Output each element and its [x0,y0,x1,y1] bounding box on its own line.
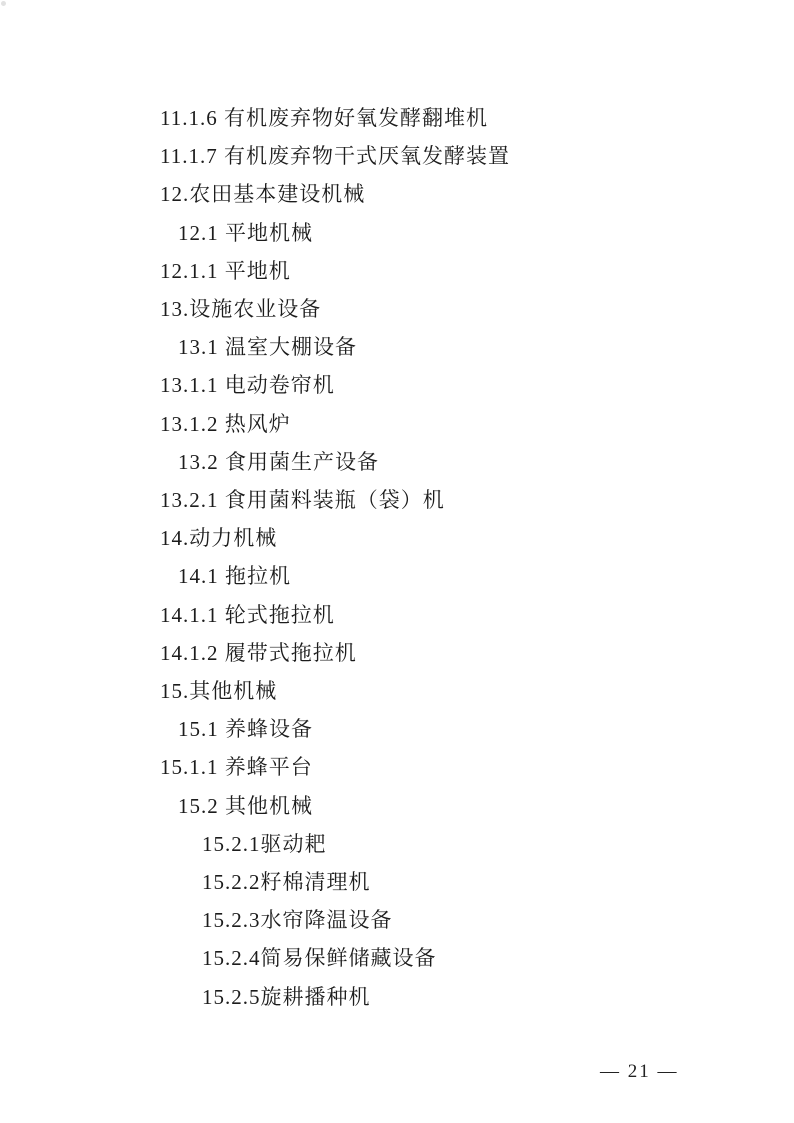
list-item: 15.2.1驱动耙 [202,831,327,856]
list-item: 13.1.1 电动卷帘机 [160,373,335,398]
scan-artifact [1,1,6,6]
list-item: 15.2.2籽棉清理机 [202,870,371,895]
list-item: 11.1.7 有机废弃物干式厌氧发酵装置 [160,144,510,169]
list-item: 12.1 平地机械 [178,220,313,245]
list-item: 13.1.2 热风炉 [160,411,291,436]
list-item: 12.农田基本建设机械 [160,182,366,207]
page-number: — 21 — [600,1061,679,1082]
list-item: 13.2 食用菌生产设备 [178,449,379,474]
list-item: 15.1 养蜂设备 [178,717,313,742]
list-item: 14.动力机械 [160,526,278,551]
page-footer [573,1039,679,1105]
list-item: 12.1.1 平地机 [160,258,291,283]
list-item: 15.1.1 养蜂平台 [160,755,313,780]
list-item: 14.1 拖拉机 [178,564,291,589]
list-item: 15.2.4简易保鲜储藏设备 [202,946,437,971]
list-item: 13.1 温室大棚设备 [178,335,357,360]
list-item: 15.2.3水帘降温设备 [202,908,393,933]
list-item: 11.1.6 有机废弃物好氧发酵翻堆机 [160,106,488,130]
list-item: 13.2.1 食用菌料装瓶（袋）机 [160,488,445,513]
list-item: 15.2 其他机械 [178,793,313,818]
list-item: 14.1.1 轮式拖拉机 [160,602,335,627]
list-item: 14.1.2 履带式拖拉机 [160,640,357,665]
list-item: 15.其他机械 [160,679,278,704]
machinery-list [160,99,720,1016]
list-item: 13.设施农业设备 [160,297,322,322]
list-item: 15.2.5旋耕播种机 [202,984,371,1009]
